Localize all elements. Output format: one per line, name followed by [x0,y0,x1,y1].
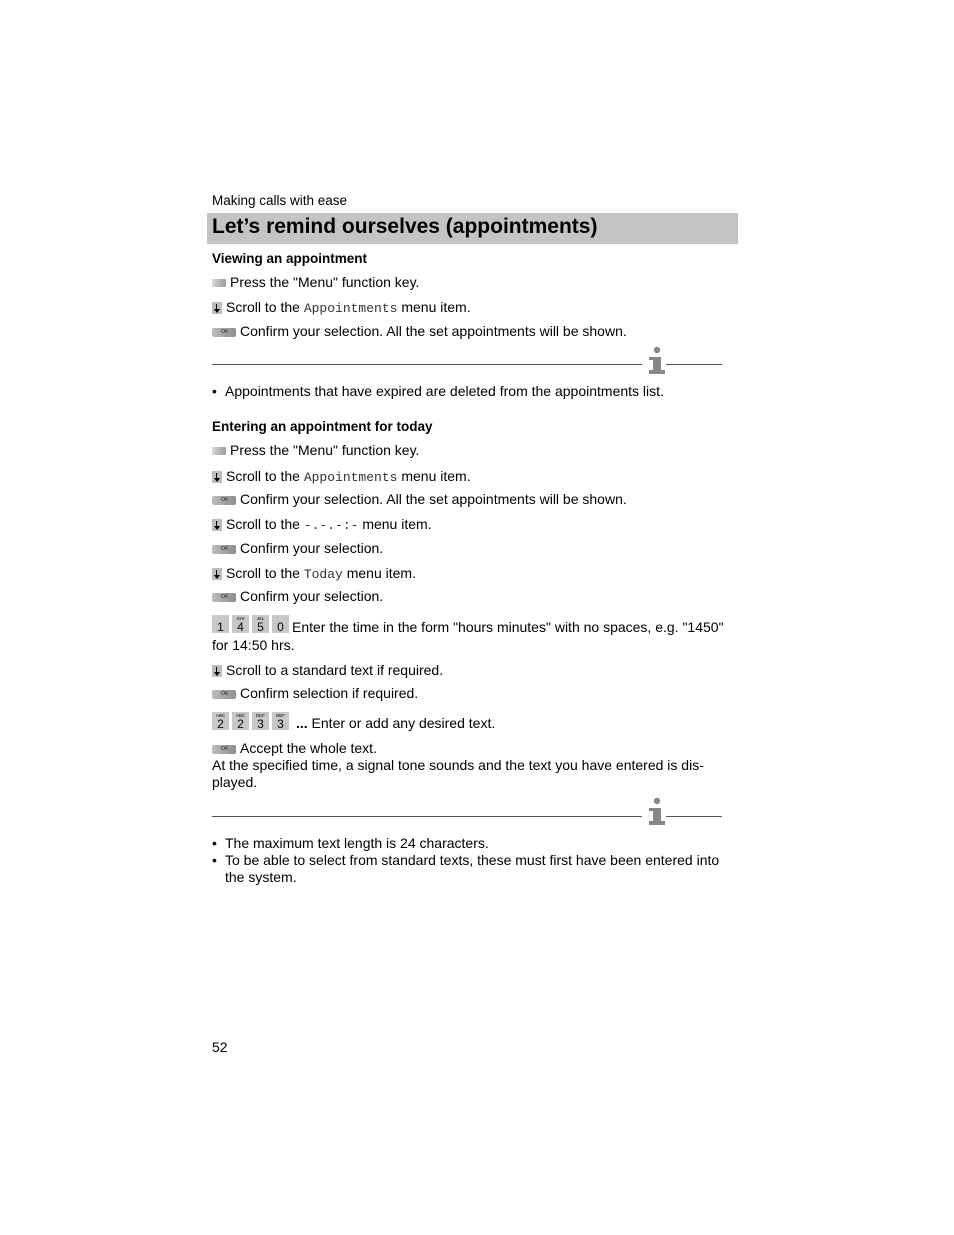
info-icon [647,346,667,376]
keypad-key-3 [252,712,269,730]
step-text: Confirm your selection. All the set appointments will be shown. [240,491,627,507]
keypad-key-5 [252,615,269,633]
paragraph-line: played. [212,774,258,790]
step-text: Enter or add any desired text. [307,715,496,731]
info-rule [212,816,642,817]
entering-step-4 [212,516,432,533]
scroll-key-icon [212,568,222,580]
key-letters: GHI [236,616,245,621]
step-text: Scroll to the [226,468,304,484]
step-text: menu item. [342,565,416,581]
entering-step-5 [212,540,383,556]
step-text: Confirm your selection. [240,540,384,556]
step-text: Confirm selection if required. [240,685,419,701]
ok-key-icon: OK [212,496,236,505]
step-text: Scroll to the [226,299,304,315]
step-text: Accept the whole text. [240,740,377,756]
info-rule-right [666,816,722,817]
ok-key-icon: OK [212,690,236,699]
key-number: 1 [217,620,224,634]
step-text: Press the "Menu" function key. [230,442,420,458]
step-text: menu item. [397,299,471,315]
entering-step-3 [212,491,627,507]
menu-item-name: Today [303,567,343,582]
step-text: Press the "Menu" function key. [230,274,420,290]
viewing-step-1 [212,274,419,290]
time-keys [212,615,292,634]
running-header: Making calls with ease [212,193,348,208]
viewing-heading: Viewing an appointment [212,251,368,266]
keypad-key-2 [232,712,249,730]
scroll-key-icon [212,519,222,531]
keypad-key-2 [212,712,229,730]
viewing-step-3 [212,323,627,339]
ok-key-icon: OK [212,328,236,337]
key-letters: JKL [256,616,265,621]
entering-step-8 [212,615,724,635]
note-text: The maximum text length is 24 characters. [225,835,489,851]
scroll-key-icon [212,471,222,483]
entering-step-2 [212,468,471,485]
step-text: Confirm your selection. [240,588,384,604]
menu-item-name: Appointments [303,470,398,485]
paragraph-line: At the specified time, a signal tone sounds and the text you have entered is dis- [212,757,704,773]
step-text: Enter the time in the form "hours minutes" with no spaces, e.g. "1450" [292,619,724,635]
menu-function-key-icon [212,279,226,287]
entering-step-9 [212,662,443,678]
bullet-dot: • [212,383,217,399]
step-text: menu item. [397,468,471,484]
ellipsis: ... [296,715,308,731]
scroll-key-icon [212,665,222,677]
bullet-dot: • [212,852,217,868]
key-number: 2 [217,717,224,731]
entering-step-8b: for 14:50 hrs. [212,637,295,653]
key-number: 3 [277,717,284,731]
keypad-key-3 [272,712,289,730]
key-number: 0 [277,620,284,634]
step-text: Scroll to a standard text if required. [226,662,444,678]
entering-step-1 [212,442,419,458]
entering-step-10 [212,685,418,701]
key-number: 2 [237,717,244,731]
key-letters: ABC [235,713,246,718]
entering-heading: Entering an appointment for today [212,419,433,434]
entering-step-11 [212,712,495,731]
key-letters: DEF [276,713,285,718]
info-icon [647,797,667,827]
step-text: menu item. [358,516,432,532]
note-text: Appointments that have expired are deleted from the appointments list. [225,383,664,399]
step-text: Confirm your selection. All the set appointments will be shown. [240,323,627,339]
page-title-bar [207,213,738,244]
scroll-key-icon [212,302,222,314]
menu-item-name: -.-.-:- [303,518,359,533]
ok-key-icon: OK [212,545,236,554]
menu-item-name: Appointments [303,301,398,316]
page-title: Let’s remind ourselves (appointments) [212,215,598,238]
entering-step-12 [212,740,377,756]
note-text: To be able to select from standard texts, these must first have been entered into the system. [225,852,720,885]
keypad-key-0 [272,615,289,633]
entering-step-7 [212,588,383,604]
keypad-key-4 [232,615,249,633]
menu-function-key-icon [212,447,226,455]
key-number: 3 [257,717,264,731]
info-rule [212,364,642,365]
ok-key-icon: OK [212,745,236,754]
page-number: 52 [212,1039,228,1055]
key-letters: DEF [256,713,265,718]
key-letters: ABC [215,713,226,718]
bullet-dot: • [212,835,217,851]
keypad-key-1 [212,615,229,633]
step-text: Scroll to the [226,565,304,581]
step-text: Scroll to the [226,516,304,532]
info-rule-right [666,364,722,365]
viewing-step-2 [212,299,471,316]
entering-step-6 [212,565,416,582]
key-number: 4 [237,620,244,634]
result-paragraph [212,757,732,791]
text-keys [212,712,292,731]
key-number: 5 [257,620,264,634]
ok-key-icon: OK [212,593,236,602]
